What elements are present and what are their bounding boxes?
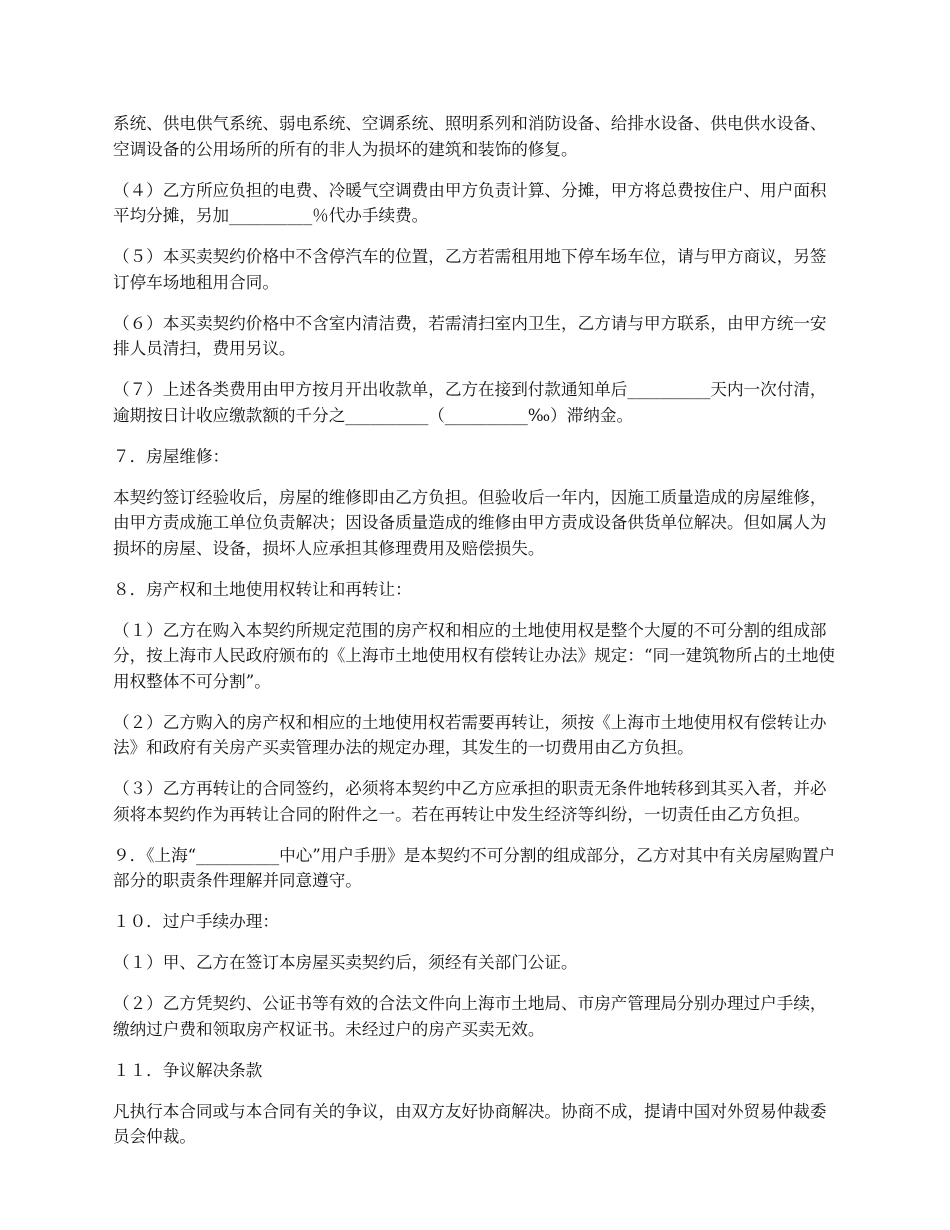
paragraph-public-area-repair: 系统、供电供气系统、弱电系统、空调系统、照明系列和消防设备、给排水设备、供电供水设备、空调设备的公用场所的所有的非人为损坏的建筑和装饰的修复。 xyxy=(113,114,827,159)
section-heading-house-repair: ７．房屋维修： xyxy=(113,446,230,466)
paragraph-procedure-1: （１）甲、乙方在签订本房屋买卖契约后，须经有关部门公证。 xyxy=(113,953,578,972)
paragraph-cleaning-fee: （６）本买卖契约价格中不含室内清洁费，若需清扫室内卫生，乙方请与甲方联系，由甲方统一安排人员清扫，费用另议。 xyxy=(113,313,827,358)
section-heading-transfer-procedure: １０．过户手续办理： xyxy=(113,912,279,931)
paragraph-parking: （５）本买卖契约价格中不含停汽车的位置，乙方若需租用地下停车场车位，请与甲方商议，另签订停车场地租用合同。 xyxy=(113,247,827,292)
section-heading-dispute: １１．争议解决条款 xyxy=(113,1060,263,1080)
paragraph-electricity-fee: （４）乙方所应负担的电费、冷暖气空调费由甲方负责计算、分摊，甲方将总费按住户、用户面积平均分摊，另加__________％代办手续费。 xyxy=(113,180,827,225)
paragraph-payment-terms: （７）上述各类费用由甲方按月开出收款单，乙方在接到付款通知单后__________天内一次付清，逾期按日计收应缴款额的千分之__________（__________‰）滞纳金。 xyxy=(113,380,827,425)
paragraph-dispute: 凡执行本合同或与本合同有关的争议，由双方友好协商解决。协商不成，提请中国对外贸易仲裁委员会仲裁。 xyxy=(113,1101,827,1146)
paragraph-user-manual: ９．《上海“__________中心”用户手册》是本契约不可分割的组成部分，乙方对其中有关房屋购置户部分的职责条件理解并同意遵守。 xyxy=(113,845,836,890)
paragraph-transfer-3: （３）乙方再转让的合同签约，必须将本契约中乙方应承担的职责无条件地转移到其买入者，并必须将本契约作为再转让合同的附件之一。若在再转让中发生经济等纠纷，一切责任由乙方负担。 xyxy=(113,779,827,824)
paragraph-transfer-2: （２）乙方购入的房产权和相应的土地使用权若需要再转让，须按《上海市土地使用权有偿转让办法》和政府有关房产买卖管理办法的规定办理，其发生的一切费用由乙方负担。 xyxy=(113,712,827,757)
section-heading-property-transfer: ８．房产权和土地使用权转让和再转让： xyxy=(113,579,412,599)
paragraph-house-repair: 本契约签订经验收后，房屋的维修即由乙方负担。但验收后一年内，因施工质量造成的房屋维修，由甲方责成施工单位负责解决；因设备质量造成的维修由甲方责成设备供货单位解决。但如属人为损坏的房屋、设备，损坏人应承担其修理费用及赔偿损失。 xyxy=(113,487,827,558)
paragraph-transfer-1: （１）乙方在购入本契约所规定范围的房产权和相应的土地使用权是整个大厦的不可分割的组成部分，按上海市人民政府颁布的《上海市土地使用权有偿转让办法》规定：“同一建筑物所占的土地使用权整体不可分割”。 xyxy=(113,620,836,691)
paragraph-procedure-2: （２）乙方凭契约、公证书等有效的合法文件向上海市土地局、市房产管理局分别办理过户手续，缴纳过户费和领取房产权证书。未经过户的房产买卖无效。 xyxy=(113,994,827,1039)
